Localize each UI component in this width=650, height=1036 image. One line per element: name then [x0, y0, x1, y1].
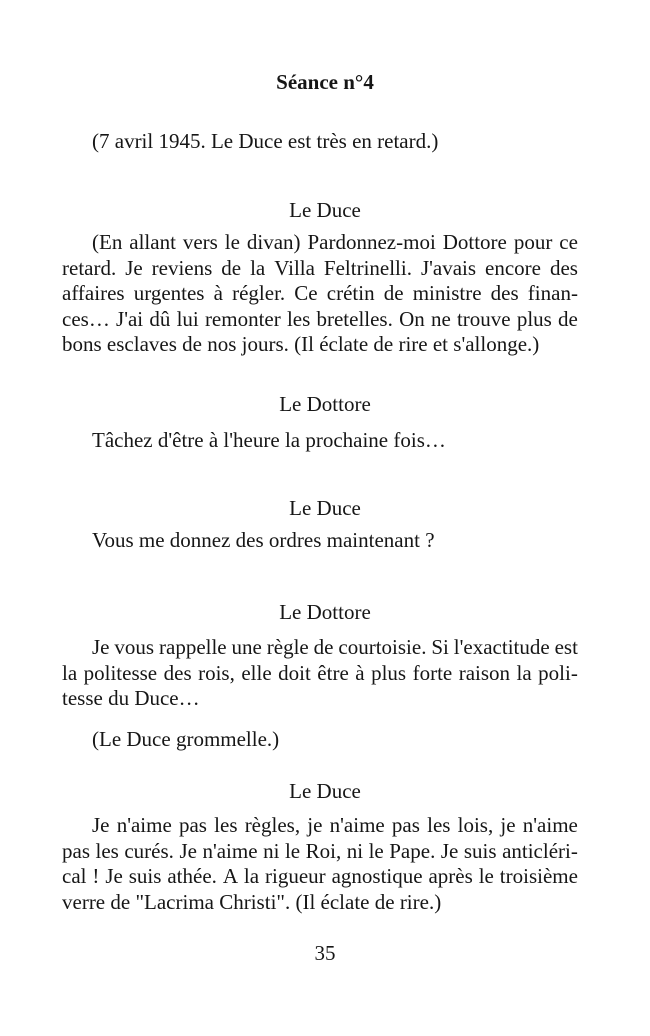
paragraph-line: la politesse des rois, elle doit être à plus forte raison la poli- [62, 660, 578, 685]
stage-direction: (7 avril 1945. Le Duce est très en retard.) [92, 129, 439, 153]
paragraph-line: tesse du Duce… [62, 686, 200, 710]
paragraph-line: verre de "Lacrima Christi". (Il éclate de rire.) [62, 889, 442, 914]
paragraph-line: Je vous rappelle une règle de courtoisie. Si l'exactitude est [92, 635, 578, 659]
speaker-heading: Le Dottore [279, 600, 371, 624]
paragraph-line: (En allant vers le divan) Pardonnez-moi Dottore pour ce [92, 230, 578, 254]
paragraph-line: affaires urgentes à régler. Ce crétin de ministre des finan- [62, 281, 578, 305]
paragraph-line: pas les curés. Je n'aime ni le Roi, ni le Pape. Je suis anticléri- [62, 838, 578, 863]
page-number: 35 [314, 941, 336, 965]
paragraph-line: Je n'aime pas les règles, je n'aime pas les lois, je n'aime [92, 813, 578, 837]
paragraph-line: ces… J'ai dû lui remonter les bretelles. On ne trouve plus de [62, 306, 578, 331]
speech-line: (Le Duce grommelle.) [92, 727, 280, 751]
dialogue-paragraph [62, 230, 578, 358]
speaker-heading: Le Duce [289, 496, 361, 520]
page-title: Séance n°4 [276, 70, 374, 94]
dialogue-paragraph [62, 813, 578, 915]
paragraph-line: retard. Je reviens de la Villa Feltrinelli. J'avais encore des [62, 255, 578, 280]
speaker-heading: Le Dottore [279, 392, 371, 416]
paragraph-line: cal ! Je suis athée. A la rigueur agnostique après le troisième [62, 864, 578, 888]
dialogue-paragraph [62, 635, 578, 712]
speaker-heading: Le Duce [289, 779, 361, 803]
speech-line: Tâchez d'être à l'heure la prochaine fois… [92, 428, 446, 452]
speaker-heading: Le Duce [289, 198, 361, 222]
speech-line: Vous me donnez des ordres maintenant ? [92, 528, 435, 552]
paragraph-line: bons esclaves de nos jours. (Il éclate de rire et s'allonge.) [62, 332, 540, 356]
